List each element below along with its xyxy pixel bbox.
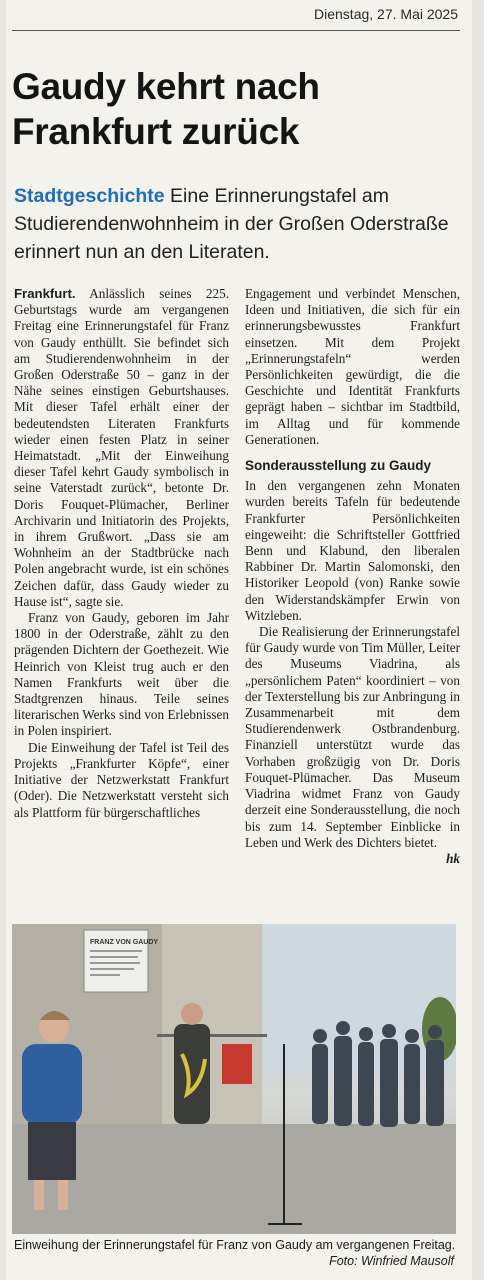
kicker-label: Stadtgeschichte	[14, 185, 165, 207]
article-column-1	[14, 286, 229, 821]
author-initials: hk	[446, 850, 460, 866]
header-rule	[12, 30, 460, 31]
article-column-2	[245, 286, 460, 867]
photo-caption: Einweihung der Erinnerungstafel für Franz von Gaudy am vergangenen Freitag.	[14, 1238, 456, 1252]
paragraph-1	[14, 286, 229, 610]
woman-skirt	[28, 1122, 76, 1180]
paragraph-3: Die Einweihung der Tafel ist Teil des Projekts „Frankfurter Köpfe“, einer Initiative der Netzwerkstatt Frankfurt (Oder). Die Netzwerkstatt versteht sich als Plattform für bürgerschaftliches	[14, 739, 229, 820]
red-barrier	[222, 1044, 252, 1084]
pavement	[12, 1124, 456, 1234]
paragraph-1-text: Anlässlich seines 225. Geburtstags wurde am vergangenen Freitag eine Erinnerungstafel für Franz von Gaudy enthüllt. Sie befindet sich am Studierendenwohnheim in der Großen Oderstraße 50 – ganz in der Nähe seines einstigen Geburtshauses. Mit dieser Tafel erhält einer der bedeutendsten Literaten Frankfurts wieder einen festen Platz in seiner Heimatstadt. „Mit der Einweihung dieser Tafel kehrt Gaudy symbolisch in seine Vaterstadt zurück“, betonte Dr. Doris Fouquet-Plümacher, Berliner Archivarin und Initiatorin des Projekts, in ihrem Grußwort. „Dass sie am Wohnheim an der Stadtbrücke nach Polen angebracht wurde, ist ein schönes Zeichen dafür, dass Gaudy wieder zu Hause ist“, sagte sie.	[14, 286, 229, 609]
issue-date: Dienstag, 27. Mai 2025	[314, 6, 458, 22]
woman-jacket	[22, 1044, 82, 1124]
dateline: Frankfurt.	[14, 286, 76, 301]
woman-leg	[58, 1180, 68, 1210]
paragraph-4: Engagement und verbindet Menschen, Ideen und Initiativen, die sich für ein erinnerungsbewusstes Frankfurt einsetzen. Mit dem Projekt „Erinnerungstafeln“ werden Persönlichkeiten gewürdigt, die die Geschichte und Identität Frankfurts geprägt haben – sichtbar im Stadtbild, im Alltag und für kommende Generationen.	[245, 286, 460, 447]
plaque-line	[90, 974, 120, 976]
photo-credit: Foto: Winfried Mausolf	[329, 1254, 454, 1268]
paragraph-6-text: Die Realisierung der Erinnerungstafel für Gaudy wurde von Tim Müller, Leiter des Museums Viadrina, als „persönlichem Paten“ koordiniert – von der Texterstellung bis zur Anbringung in Zusammenarbeit mit dem Studierendenwerk Ostbrandenburg. Finanziell unterstützt wurde das Vorhaben großzügig von Dr. Doris Fouquet-Plümacher. Das Museum Viadrina widmet Franz von Gaudy derzeit eine Sonderausstellung, die noch bis zum 14. September Einblicke in Leben und Werk des Dichters bietet.	[245, 624, 460, 850]
paragraph-6	[245, 624, 460, 866]
railing	[157, 1034, 267, 1037]
plaque-line	[90, 968, 134, 970]
article-photo	[12, 924, 456, 1234]
photo-illustration	[12, 924, 456, 1234]
plaque-title: FRANZ VON GAUDY	[90, 939, 159, 946]
plaque-line	[90, 950, 142, 952]
paragraph-5: In den vergangenen zehn Monaten wurden bereits Tafeln für bedeutende Frankfurter Persönlichkeiten eingeweiht: die Schriftsteller Gottfried Benn und Klabund, den liberalen Rabbiner Dr. Martin Salomonski, den Historiker Leopold (von) Ranke sowie den Widerstandskämpfer Erwin von Witzleben.	[245, 478, 460, 623]
headline: Gaudy kehrt nach Frankfurt zurück	[12, 66, 320, 152]
paragraph-2: Franz von Gaudy, geboren im Jahr 1800 in der Oderstraße, zählt zu den prägenden Dichtern der Goethezeit. Wie Heinrich von Kleist trug auch er den Namen Frankfurts weit über die Stadtgrenzen hinaus. Teile seines literarischen Werks sind von Erlebnissen in Polen inspiriert.	[14, 610, 229, 739]
plaque-line	[90, 956, 138, 958]
intro-text: Eine Erinnerungstafel am Studierendenwohnheim in der Großen Oderstraße erinnert nun an den Literaten.	[14, 185, 449, 263]
man-head	[181, 1003, 203, 1025]
subheading: Sonderausstellung zu Gaudy	[245, 458, 432, 474]
man-figure	[174, 1024, 210, 1124]
plaque-line	[90, 962, 140, 964]
intro-teaser	[14, 182, 464, 266]
woman-leg	[34, 1180, 44, 1210]
